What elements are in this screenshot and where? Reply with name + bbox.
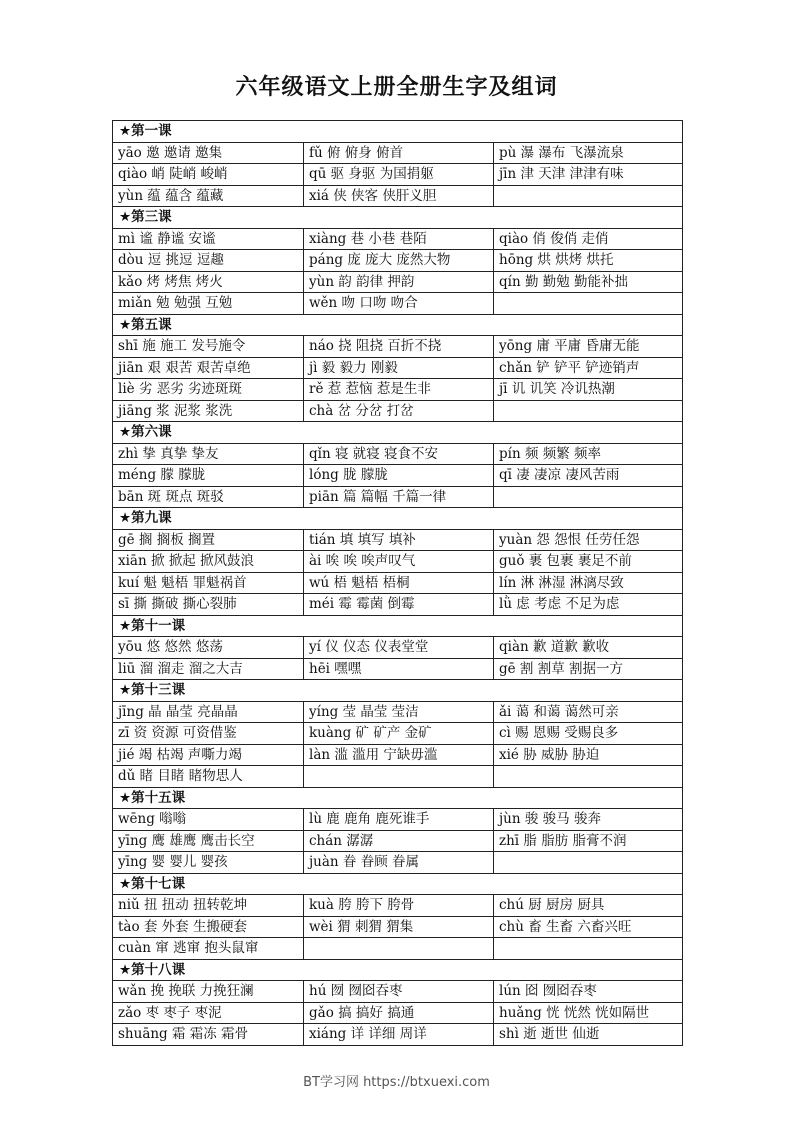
table-row [113,1002,683,1024]
word-cell: lún 囵 囫囵吞枣 [494,981,683,1003]
word-cell: piān 篇 篇幅 千篇一律 [304,486,494,508]
word-cell: kǎo 烤 烤焦 烤火 [113,271,304,293]
word-cell: wēng 嗡嗡 [113,809,304,831]
word-cell: yīng 鹰 雄鹰 鹰击长空 [113,830,304,852]
word-cell: liè 劣 恶劣 劣迹斑斑 [113,379,304,401]
word-cell: jiāng 浆 泥浆 浆洗 [113,400,304,422]
page-title: 六年级语文上册全册生字及组词 [235,75,558,100]
table-row [113,830,683,852]
lesson-title: ★第十五课 [113,787,683,809]
word-cell: qín 勤 勤勉 勤能补拙 [494,271,683,293]
word-cell: zǎo 枣 枣子 枣泥 [113,1002,304,1024]
word-cell: miǎn 勉 勉强 互勉 [113,293,304,315]
table-row [113,293,683,315]
word-cell: wěn 吻 口吻 吻合 [304,293,494,315]
lesson-header-row [113,422,683,444]
word-cell: lóng 胧 朦胧 [304,465,494,487]
lesson-header-row [113,873,683,895]
table-row [113,852,683,874]
word-cell: chà 岔 分岔 打岔 [304,400,494,422]
table-row [113,658,683,680]
word-cell: dòu 逗 挑逗 逗趣 [113,250,304,272]
word-cell: zhì 挚 真挚 挚友 [113,443,304,465]
word-cell: jì 毅 毅力 刚毅 [304,357,494,379]
word-cell [304,766,494,788]
table-row [113,809,683,831]
table-row [113,723,683,745]
word-cell: chán 潺潺 [304,830,494,852]
word-cell: gē 割 割草 割据一方 [494,658,683,680]
word-cell: qī 凄 凄凉 凄风苦雨 [494,465,683,487]
word-cell: yīng 婴 婴儿 婴孩 [113,852,304,874]
word-cell: lù 鹿 鹿角 鹿死谁手 [304,809,494,831]
lesson-title: ★第一课 [113,121,683,143]
table-row [113,637,683,659]
word-cell: kuí 魁 魁梧 罪魁祸首 [113,572,304,594]
word-cell: yíng 莹 晶莹 莹洁 [304,701,494,723]
word-cell: qiào 峭 陡峭 峻峭 [113,164,304,186]
word-cell: ǎi 蔼 和蔼 蔼然可亲 [494,701,683,723]
vocabulary-table [112,120,683,1046]
word-cell: yí 仪 仪态 仪表堂堂 [304,637,494,659]
word-cell: hōng 烘 烘烤 烘托 [494,250,683,272]
lesson-header-row [113,615,683,637]
word-cell: méng 朦 朦胧 [113,465,304,487]
word-cell: jīn 津 天津 津津有味 [494,164,683,186]
word-cell: guǒ 裹 包裹 裹足不前 [494,551,683,573]
word-cell: ài 唉 唉 唉声叹气 [304,551,494,573]
table-row [113,572,683,594]
table-row [113,1024,683,1046]
word-cell: wèi 猬 刺猬 猬集 [304,916,494,938]
word-cell: náo 挠 阻挠 百折不挠 [304,336,494,358]
word-cell: fǔ 俯 俯身 俯首 [304,142,494,164]
word-cell: gē 搁 搁板 搁置 [113,529,304,551]
word-cell: pù 瀑 瀑布 飞瀑流泉 [494,142,683,164]
lesson-title: ★第三课 [113,207,683,229]
word-cell: kuàng 矿 矿产 金矿 [304,723,494,745]
table-row [113,185,683,207]
word-cell: zhī 脂 脂肪 脂膏不润 [494,830,683,852]
word-cell: huǎng 恍 恍然 恍如隔世 [494,1002,683,1024]
word-cell: wú 梧 魁梧 梧桐 [304,572,494,594]
word-cell: tào 套 外套 生搬硬套 [113,916,304,938]
lesson-header-row [113,121,683,143]
word-cell: wǎn 挽 挽联 力挽狂澜 [113,981,304,1003]
word-cell [494,486,683,508]
word-cell: xiáng 详 详细 周详 [304,1024,494,1046]
lesson-header-row [113,680,683,702]
table-row [113,250,683,272]
word-cell: shuāng 霜 霜冻 霜骨 [113,1024,304,1046]
word-cell: jī 讥 讥笑 冷讥热潮 [494,379,683,401]
word-cell: jiān 艰 艰苦 艰苦卓绝 [113,357,304,379]
word-cell: yōu 悠 悠然 悠荡 [113,637,304,659]
word-cell: yōng 庸 平庸 昏庸无能 [494,336,683,358]
table-row [113,895,683,917]
lesson-title: ★第六课 [113,422,683,444]
table-row [113,142,683,164]
word-cell: yùn 韵 韵律 押韵 [304,271,494,293]
lesson-title: ★第十七课 [113,873,683,895]
table-row [113,379,683,401]
table-row [113,357,683,379]
word-cell: pín 频 频繁 频率 [494,443,683,465]
table-row [113,551,683,573]
word-cell: xiá 侠 侠客 侠肝义胆 [304,185,494,207]
word-cell: juàn 眷 眷顾 眷属 [304,852,494,874]
table-row [113,336,683,358]
word-cell: xiān 掀 掀起 掀风鼓浪 [113,551,304,573]
word-cell: xié 胁 威胁 胁迫 [494,744,683,766]
word-cell: zī 资 资源 可资借鉴 [113,723,304,745]
word-cell: hú 囫 囫囵吞枣 [304,981,494,1003]
table-row [113,981,683,1003]
lesson-title: ★第十八课 [113,959,683,981]
table-row [113,271,683,293]
table-row [113,916,683,938]
table-row [113,443,683,465]
word-cell: sī 撕 撕破 撕心裂肺 [113,594,304,616]
lesson-header-row [113,314,683,336]
word-cell: cì 赐 恩赐 受赐良多 [494,723,683,745]
footer-watermark: BT学习网 https://btxuexi.com [303,1075,490,1090]
word-cell: chǎn 铲 铲平 铲迹销声 [494,357,683,379]
table-row [113,938,683,960]
word-cell: jié 竭 枯竭 声嘶力竭 [113,744,304,766]
table-row [113,766,683,788]
word-cell: jùn 骏 骏马 骏奔 [494,809,683,831]
table-row [113,744,683,766]
word-cell: qiàn 歉 道歉 歉收 [494,637,683,659]
word-cell [304,938,494,960]
word-cell: shī 施 施工 发号施令 [113,336,304,358]
word-cell: qǐn 寝 就寝 寝食不安 [304,443,494,465]
word-cell: yuàn 怨 怨恨 任劳任怨 [494,529,683,551]
word-cell: liū 溜 溜走 溜之大吉 [113,658,304,680]
word-cell: gǎo 搞 搞好 搞通 [304,1002,494,1024]
word-cell: kuà 胯 胯下 胯骨 [304,895,494,917]
word-cell [494,400,683,422]
word-cell: chù 畜 生畜 六畜兴旺 [494,916,683,938]
word-cell [494,852,683,874]
word-cell: qiào 俏 俊俏 走俏 [494,228,683,250]
lesson-header-row [113,207,683,229]
lesson-header-row [113,508,683,530]
word-cell: shì 逝 逝世 仙逝 [494,1024,683,1046]
table-row [113,465,683,487]
word-cell [494,938,683,960]
word-cell: mì 谧 静谧 安谧 [113,228,304,250]
word-cell: xiàng 巷 小巷 巷陌 [304,228,494,250]
lesson-title: ★第五课 [113,314,683,336]
word-cell: jīng 晶 晶莹 亮晶晶 [113,701,304,723]
word-cell: dǔ 睹 目睹 睹物思人 [113,766,304,788]
table-row [113,228,683,250]
word-cell: yùn 蕴 蕴含 蕴藏 [113,185,304,207]
table-row [113,701,683,723]
lesson-title: ★第十三课 [113,680,683,702]
word-cell: lǜ 虑 考虑 不足为虑 [494,594,683,616]
lesson-title: ★第九课 [113,508,683,530]
word-cell [494,293,683,315]
word-cell: páng 庞 庞大 庞然大物 [304,250,494,272]
lesson-header-row [113,787,683,809]
word-cell: qū 驱 身驱 为国捐躯 [304,164,494,186]
word-cell: rě 惹 惹恼 惹是生非 [304,379,494,401]
word-cell: tián 填 填写 填补 [304,529,494,551]
word-cell: niǔ 扭 扭动 扭转乾坤 [113,895,304,917]
word-cell: lín 淋 淋湿 淋漓尽致 [494,572,683,594]
word-cell: chú 厨 厨房 厨具 [494,895,683,917]
table-row [113,529,683,551]
table-row [113,164,683,186]
word-cell: làn 滥 滥用 宁缺毋滥 [304,744,494,766]
lesson-header-row [113,959,683,981]
word-cell: bān 斑 斑点 斑驳 [113,486,304,508]
word-cell: hēi 嘿嘿 [304,658,494,680]
word-cell: cuàn 窜 逃窜 抱头鼠窜 [113,938,304,960]
lesson-title: ★第十一课 [113,615,683,637]
word-cell [494,766,683,788]
table-row [113,594,683,616]
word-cell [494,185,683,207]
word-cell: yāo 邀 邀请 邀集 [113,142,304,164]
table-row [113,486,683,508]
table-row [113,400,683,422]
word-cell: méi 霉 霉菌 倒霉 [304,594,494,616]
